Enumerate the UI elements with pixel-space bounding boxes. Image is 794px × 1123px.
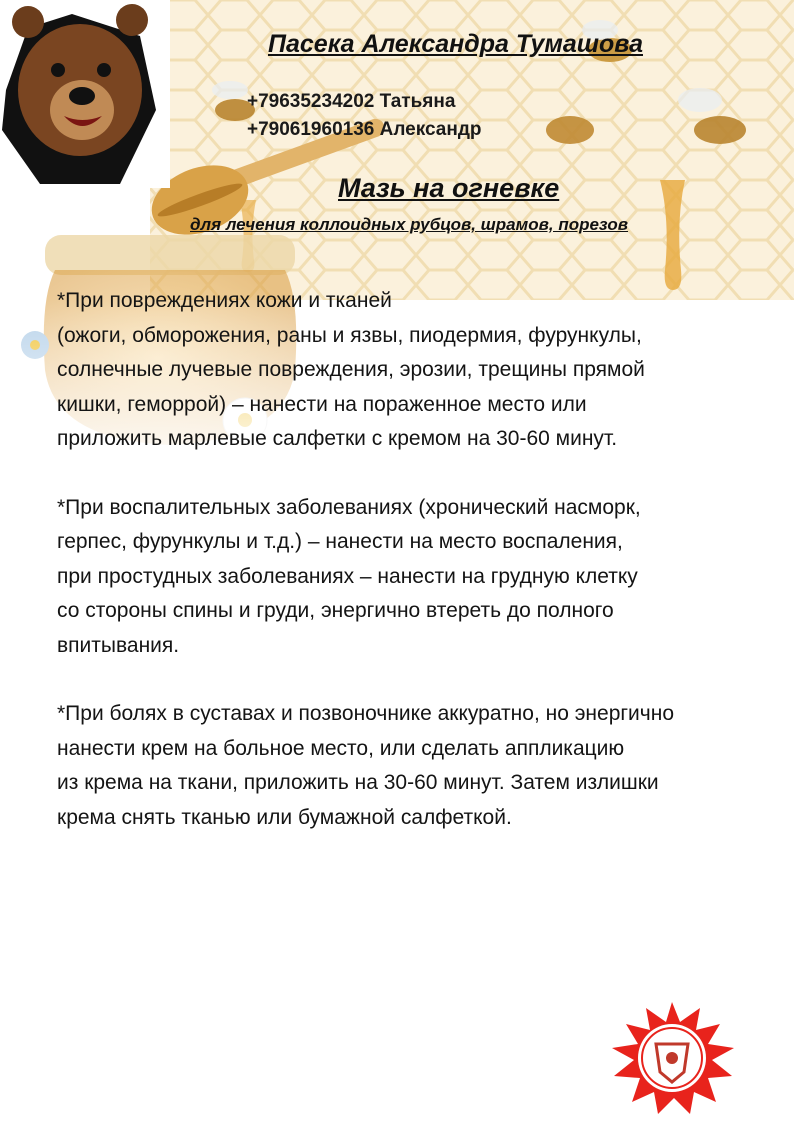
- apiary-title: Пасека Александра Тумашова: [268, 30, 643, 58]
- phone-alexander: +79061960136 Александр: [247, 119, 482, 140]
- text-line: нанести крем на больное место, или сделать аппликацию: [57, 736, 625, 760]
- section-joint-pain: [57, 697, 777, 835]
- section-inflammation: [57, 491, 777, 664]
- text-line: *При воспалительных заболеваниях (хронический насморк,: [57, 495, 641, 519]
- phone-list: [247, 88, 482, 144]
- text-line: при простудных заболеваниях – нанести на грудную клетку: [57, 564, 638, 588]
- text-line: (ожоги, обморожения, раны и язвы, пиодермия, фурункулы,: [57, 323, 642, 347]
- text-line: солнечные лучевые повреждения, эрозии, трещины прямой: [57, 358, 645, 381]
- instructions: [57, 284, 777, 869]
- logo-box: [0, 0, 170, 188]
- apiary-emblem-icon: [604, 1000, 740, 1116]
- text-line: *При болях в суставах и позвоночнике аккуратно, но энергично: [57, 702, 674, 725]
- phone-tatiana: +79635234202 Татьяна: [247, 91, 456, 112]
- text-line: со стороны спины и груди, энергично втереть до полного: [57, 599, 614, 622]
- text-line: кишки, геморрой) – нанести на пораженное место или: [57, 392, 587, 416]
- document-title: Мазь на огневке: [338, 173, 560, 203]
- text-line: герпес, фурункулы и т.д.) – нанести на место воспаления,: [57, 530, 623, 553]
- text-line: впитывания.: [57, 633, 180, 657]
- text-line: *При повреждениях кожи и тканей: [57, 289, 392, 312]
- section-skin-damage: [57, 284, 777, 457]
- text-line: крема снять тканью или бумажной салфеткой.: [57, 805, 512, 829]
- bear-logo-icon: [0, 0, 160, 188]
- text-line: из крема на ткани, приложить на 30-60 минут. Затем излишки: [57, 771, 659, 794]
- text-line: приложить марлевые салфетки с кремом на 30-60 минут.: [57, 427, 618, 450]
- document-subtitle: для лечения коллоидных рубцов, шрамов, порезов: [190, 215, 629, 234]
